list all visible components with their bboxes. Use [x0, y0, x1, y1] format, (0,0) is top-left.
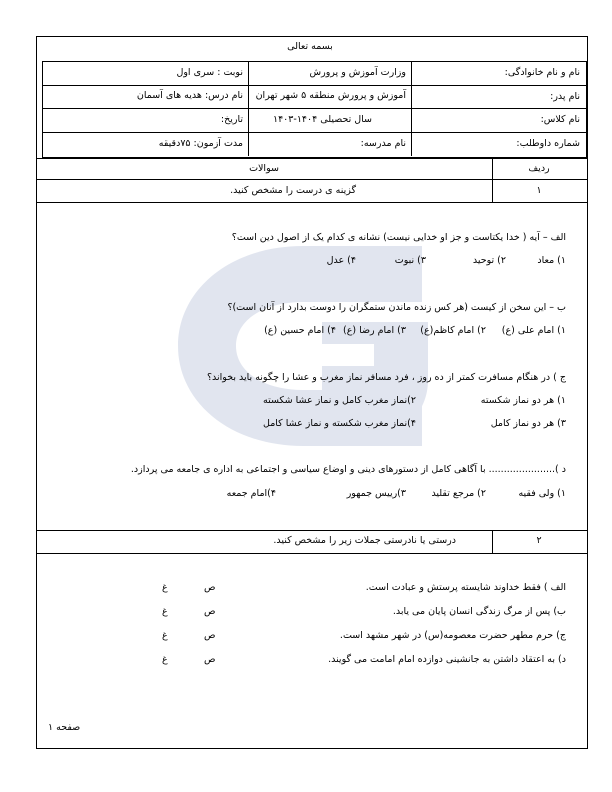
true-label: ص — [204, 582, 216, 593]
subject-text: نام درس: هدیه های آسمان — [136, 90, 243, 101]
candidate-number-label: شماره داوطلب: — [516, 138, 580, 149]
school-name-label: نام مدرسه: — [360, 138, 406, 149]
question-1a-text: الف – آیه ( خدا یکتاست و جز او خدایی نیست) نشانه ی کدام یک از اصول دین است؟ — [231, 232, 566, 243]
date-label: تاریخ: — [220, 114, 243, 125]
question-1c-option-3: ۳) هر دو نماز کامل — [490, 418, 566, 429]
question-1d-option-2: ۲) مرجع تقلید — [431, 488, 486, 499]
question-1c-text: ج ) در هنگام مسافرت کمتر از ده روز ، فرد مسافر نماز مغرب و عشا را چگونه باید بخواند؟ — [206, 372, 566, 383]
false-label: غ — [162, 630, 168, 641]
exam-turn-text: نوبت : سری اول — [176, 67, 243, 78]
bismillah-heading: بسمه تعالی — [287, 41, 333, 52]
question-1d-option-1: ۱) ولی فقیه — [518, 488, 566, 499]
question-1a-option-1: ۱) معاد — [537, 255, 566, 266]
false-label: غ — [162, 654, 168, 665]
statement-3: ج) حرم مطهر حضرت معصومه(س) در شهر مشهد است. — [339, 630, 566, 641]
true-label: ص — [204, 606, 216, 617]
statement-1: الف ) فقط خداوند شایسته پرستش و عبادت است. — [365, 582, 566, 593]
statement-2: ب) پس از مرگ زندگی انسان پایان می یابد. — [392, 606, 566, 617]
question-1b-text: ب – این سخن از کیست (هر کس زنده ماندن ستمگران را دوست بدارد از آنان است)؟ — [227, 302, 566, 313]
false-label: غ — [162, 606, 168, 617]
question-1c-option-4: ۴)نماز مغرب شکسته و نماز عشا کامل — [263, 418, 416, 429]
question-1b-option-1: ۱) امام علی (ع) — [501, 325, 566, 336]
question-1d-option-3: ۳)رییس جمهور — [346, 488, 406, 499]
question-1a-option-3: ۳) نبوت — [394, 255, 426, 266]
question-1d-text: د )...................... با آگاهی کامل از دستورهای دینی و اوضاع سیاسی و اجتماعی به اداره ی جامعه می پردازد. — [130, 464, 566, 475]
father-name-label: نام پدر: — [550, 91, 580, 102]
question-1b-option-2: ۲) امام کاظم(ع) — [420, 325, 486, 336]
exam-duration-text: مدت آزمون: ۷۵دقیقه — [158, 138, 243, 149]
question-1a-option-4: ۴) عدل — [326, 255, 356, 266]
question-1-instruction: گزینه ی درست را مشخص کنید. — [230, 185, 356, 196]
false-label: غ — [162, 582, 168, 593]
question-1c-option-2: ۲)نماز مغرب کامل و نماز عشا شکسته — [263, 395, 416, 406]
question-1c-option-1: ۱) هر دو نماز شکسته — [480, 395, 566, 406]
question-1b-option-3: ۳) امام رضا (ع) — [342, 325, 406, 336]
question-1d-option-4: ۴)امام جمعه — [226, 488, 276, 499]
question-1-number: ۱ — [536, 185, 542, 196]
true-label: ص — [204, 654, 216, 665]
question-1b-option-4: ۴) امام حسین (ع) — [264, 325, 336, 336]
question-2-instruction: درستی یا نادرستی جملات زیر را مشخص کنید. — [273, 535, 456, 546]
statement-4: د) به اعتقاد داشتن به جانشینی دوازده امام امامت می گویند. — [328, 654, 566, 665]
true-label: ص — [204, 630, 216, 641]
academic-year-text: سال تحصیلی ۱۴۰۴-۱۴۰۳ — [272, 114, 372, 125]
question-1a-option-2: ۲) توحید — [472, 255, 506, 266]
class-label: نام کلاس: — [540, 114, 580, 125]
question-2-number: ۲ — [536, 535, 542, 546]
region-text: آموزش و پرورش منطقه ۵ شهر تهران — [255, 90, 406, 101]
student-name-label: نام و نام خانوادگی: — [504, 67, 580, 78]
ministry-text: وزارت آموزش و پرورش — [309, 67, 406, 78]
questions-header: سوالات — [249, 163, 279, 174]
page-number: صفحه ۱ — [48, 722, 81, 733]
row-number-header: ردیف — [528, 163, 550, 174]
